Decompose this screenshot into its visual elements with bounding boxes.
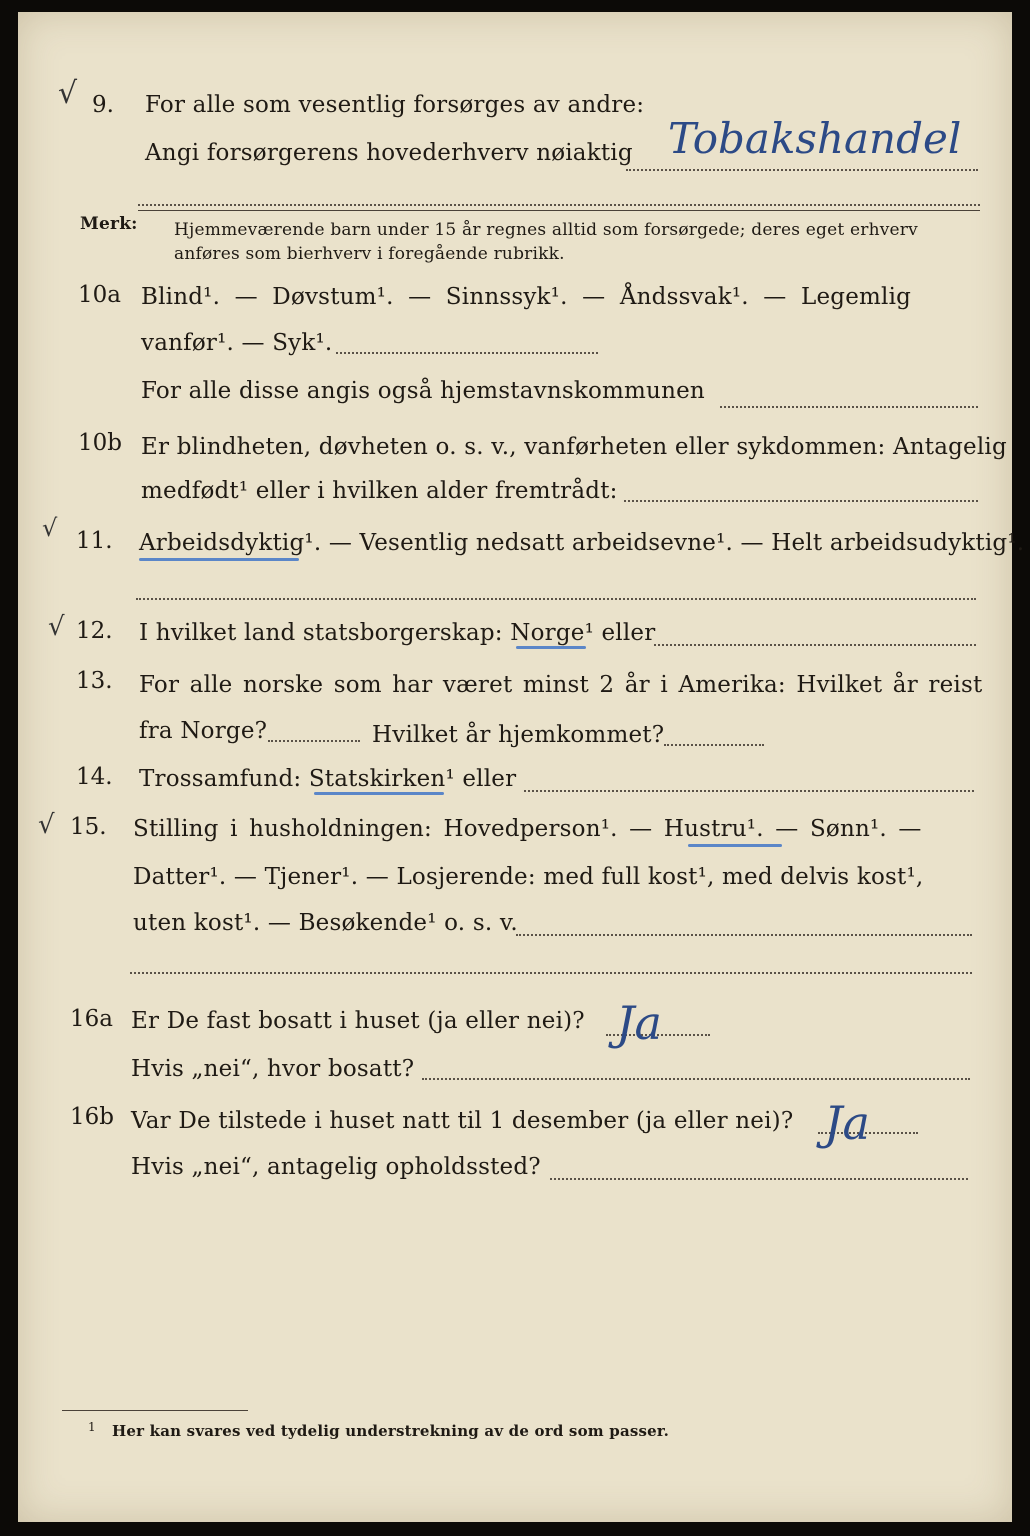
q10a-line2: vanfør¹. — Syk¹.	[141, 330, 333, 356]
footnote-mark: 1	[88, 1420, 96, 1434]
item-number-16a: 16a	[70, 1006, 113, 1032]
q11-answer-line	[136, 598, 976, 600]
q13-returned-line	[664, 744, 764, 746]
q12-underline-mark	[516, 646, 586, 649]
merk-line2: anføres som bierhverv i foregående rubrikk.	[174, 244, 565, 264]
checkmark-icon: √	[48, 612, 65, 642]
checkmark-icon: √	[38, 810, 55, 840]
q14-answer-line	[524, 790, 974, 792]
checkmark-icon: √	[58, 76, 78, 111]
q9-handwritten-answer: Tobakshandel	[668, 114, 962, 163]
item-number-14: 14.	[76, 764, 113, 790]
q13-line2b: Hvilket år hjemkommet?	[372, 722, 665, 748]
q16b-location-line	[550, 1178, 968, 1180]
q10b-line2: medfødt¹ eller i hvilken alder fremtrådt:	[141, 478, 618, 504]
q13-line1: For alle norske som har været minst 2 år i Amerika: Hvilket år reist	[139, 672, 983, 698]
q9-line1: For alle som vesentlig forsørges av andre:	[145, 92, 645, 118]
q15-line1: Stilling i husholdningen: Hovedperson¹. — Hustru¹. — Sønn¹. —	[133, 816, 922, 842]
q11-line1: Arbeidsdyktig¹. — Vesentlig nedsatt arbeidsevne¹. — Helt arbeidsudyktig¹.	[139, 530, 1025, 556]
item-number-10a: 10a	[78, 282, 121, 308]
merk-rule	[138, 210, 980, 211]
q10a-line1: Blind¹. — Døvstum¹. — Sinnssyk¹. — Åndssvak¹. — Legemlig	[141, 284, 912, 310]
q16b-line1: Var De tilstede i huset natt til 1 desember (ja eller nei)?	[131, 1108, 794, 1134]
q15-line3: uten kost¹. — Besøkende¹ o. s. v.	[133, 910, 518, 936]
q12-line1: I hvilket land statsborgerskap: Norge¹ eller	[139, 620, 656, 646]
q10a-answer-line	[336, 352, 598, 354]
merk-label: Merk:	[80, 214, 138, 234]
census-form-page	[18, 12, 1025, 1522]
checkmark-icon: √	[42, 514, 58, 542]
q15-line2: Datter¹. — Tjener¹. — Losjerende: med full kost¹, med delvis kost¹,	[133, 864, 924, 890]
q12-answer-line	[654, 644, 976, 646]
q14-underline-mark	[314, 792, 444, 795]
q13-line2a: fra Norge?	[139, 718, 268, 744]
q14-line1: Trossamfund: Statskirken¹ eller	[139, 766, 517, 792]
q10b-answer-line	[624, 500, 978, 502]
q16b-handwritten-answer: Ja	[824, 1096, 870, 1150]
item-number-11: 11.	[76, 528, 113, 554]
item-number-10b: 10b	[78, 430, 122, 456]
q16a-handwritten-answer: Ja	[616, 996, 662, 1050]
q16a-line2: Hvis „nei“, hvor bosatt?	[131, 1056, 415, 1082]
merk-line1: Hjemmeværende barn under 15 år regnes alltid som forsørgede; deres eget erhverv	[174, 220, 918, 240]
item-number-13: 13.	[76, 668, 113, 694]
q10a-municipality-line	[720, 406, 978, 408]
item-number-15: 15.	[70, 814, 107, 840]
footnote-text: Her kan svares ved tydelig understrekning av de ord som passer.	[112, 1422, 670, 1440]
q16a-line1: Er De fast bosatt i huset (ja eller nei)?	[131, 1008, 585, 1034]
item-number-16b: 16b	[70, 1104, 114, 1130]
q10b-line1: Er blindheten, døvheten o. s. v., vanførheten eller sykdommen: Antagelig	[141, 434, 1007, 460]
q15-underline-mark	[688, 844, 782, 847]
q9-line2: Angi forsørgerens hovederhverv nøiaktig	[145, 140, 633, 166]
q9-answer-line	[626, 169, 978, 171]
item-number-9: 9.	[92, 92, 114, 118]
q9-second-line	[138, 204, 980, 206]
item-number-12: 12.	[76, 618, 113, 644]
footnote-rule	[62, 1410, 248, 1411]
q16b-line2: Hvis „nei“, antagelig opholdssted?	[131, 1154, 541, 1180]
q15-answer-line	[516, 934, 972, 936]
q11-underline-mark	[139, 558, 299, 561]
q10a-line3: For alle disse angis også hjemstavnskommunen	[141, 378, 705, 404]
q13-emigrated-line	[268, 740, 360, 742]
q16a-residence-line	[422, 1078, 970, 1080]
q15-second-line	[130, 972, 972, 974]
